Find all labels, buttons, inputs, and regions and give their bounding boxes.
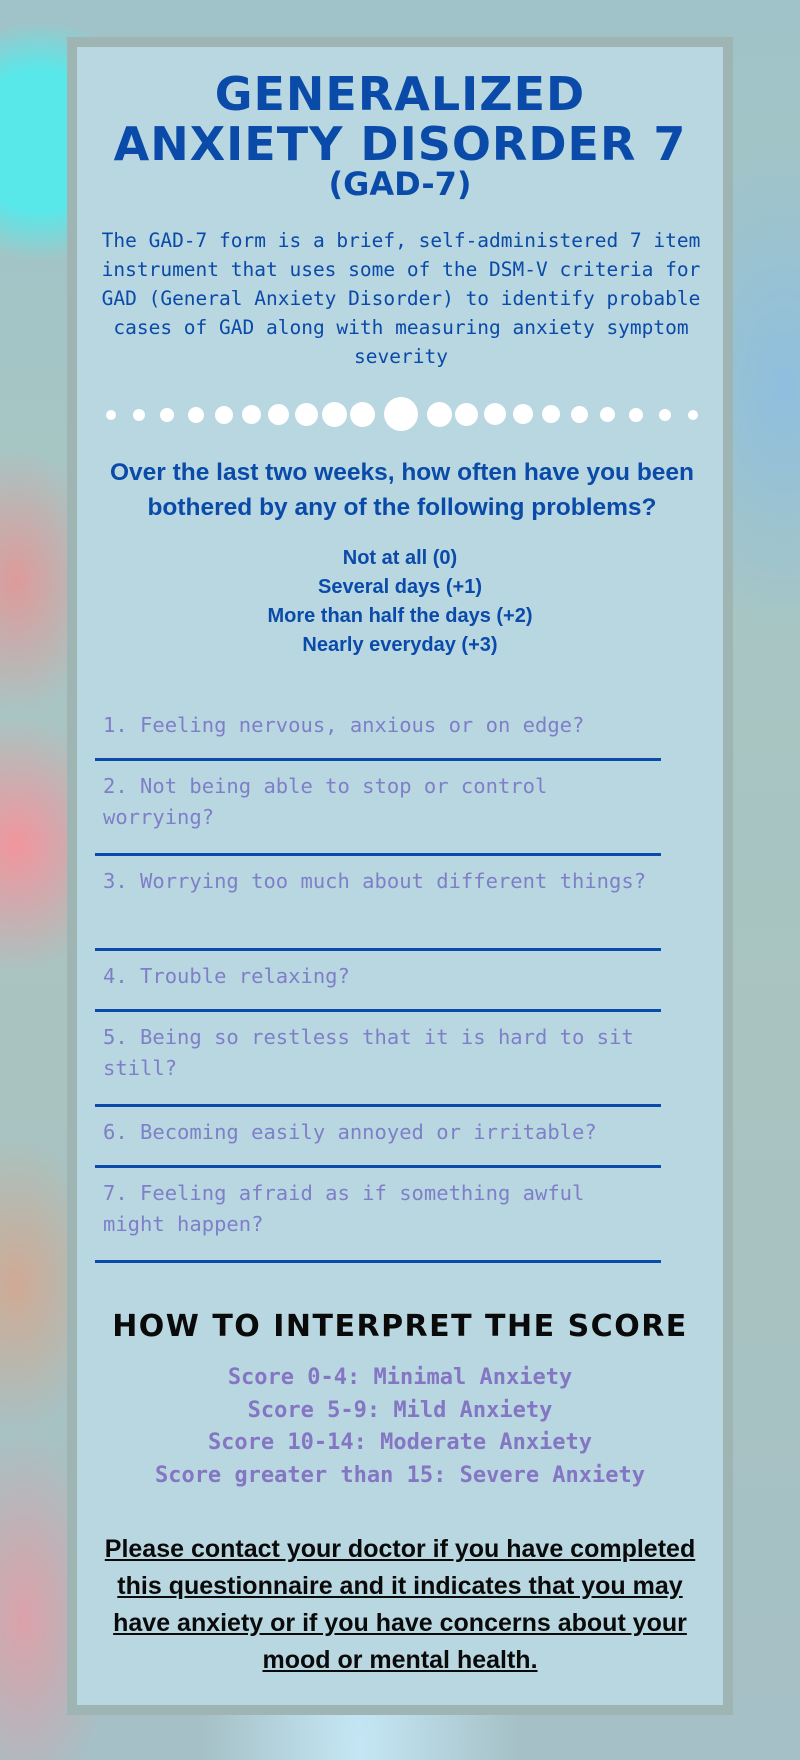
title-line-1: GENERALIZED — [214, 67, 586, 121]
question-item-3: 3. Worrying too much about different things? — [95, 856, 661, 951]
answer-option: Nearly everyday (+3) — [302, 634, 498, 656]
interpretation-heading: HOW TO INTERPRET THE SCORE — [112, 1309, 688, 1344]
question-item-4: 4. Trouble relaxing? — [95, 951, 661, 1012]
question-prompt: Over the last two weeks, how often have you been bothered by any of the following problems? — [109, 459, 695, 521]
question-item-2: 2. Not being able to stop or control worrying? — [95, 761, 661, 856]
answer-option: More than half the days (+2) — [267, 605, 533, 627]
score-range: Score greater than 15: Severe Anxiety — [154, 1462, 646, 1488]
contact-doctor-note: Please contact your doctor if you have completed this questionnaire and it indicates that you may have anxiety or if you have concerns about your mood or mental health. — [104, 1535, 696, 1674]
score-range: Score 0-4: Minimal Anxiety — [227, 1365, 573, 1390]
answer-scale — [77, 544, 723, 660]
question-item-5: 5. Being so restless that it is hard to sit still? — [95, 1012, 661, 1107]
score-range: Score 5-9: Mild Anxiety — [247, 1397, 553, 1423]
question-item-6: 6. Becoming easily annoyed or irritable? — [95, 1107, 661, 1168]
score-range: Score 10-14: Moderate Anxiety — [207, 1430, 593, 1455]
questionnaire-items — [95, 700, 661, 1263]
title-line-2: ANXIETY DISORDER 7 — [113, 117, 687, 171]
intro-text: The GAD-7 form is a brief, self-administered 7 item instrument that uses some of the DSM-V criteria for GAD (General Anxiety Disorder) to identify probable cases of GAD along with measuring anxiety symptom severity — [101, 229, 701, 368]
score-ranges — [77, 1362, 723, 1492]
question-item-7: 7. Feeling afraid as if something awful might happen? — [95, 1168, 661, 1263]
answer-option: Several days (+1) — [318, 576, 482, 598]
title-abbreviation: (GAD-7) — [328, 165, 472, 203]
question-item-1: 1. Feeling nervous, anxious or on edge? — [95, 700, 661, 761]
answer-option: Not at all (0) — [342, 547, 458, 569]
